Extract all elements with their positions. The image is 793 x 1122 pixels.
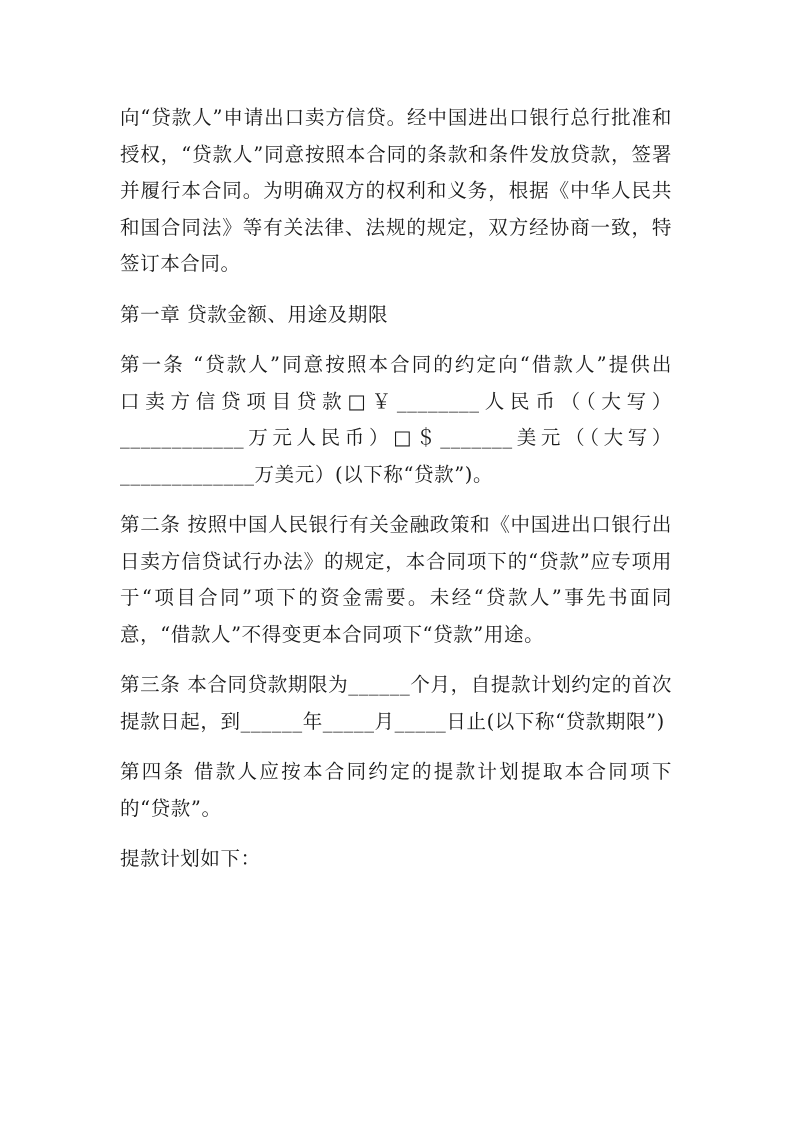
article-1 [120,347,672,493]
chapter-heading: 第一章 贷款金额、用途及期限 [120,302,389,326]
spacer [120,493,672,507]
spacer [120,653,672,667]
intro-paragraph: 向“贷款人”申请出口卖方信贷。经中国进出口银行总行批准和授权，“贷款人”同意按照本合同的条款和条件发放贷款，签署并履行本合同。为明确双方的权利和义务，根据《中华人民共和国合同法》等有关法律、法规的规定，双方经协商一致，特签订本合同。 [120,106,672,275]
plan-heading: 提款计划如下： [120,847,261,870]
article-1-line-1: 第一条 “贷款人”同意按照本合同的约定向“借款人”提供出 [120,353,672,376]
spacer [120,740,672,754]
spacer [120,283,672,297]
article-1-line-2: 口卖方信贷项目贷款□￥________人民币（（大写） [120,389,672,413]
document-page [120,100,672,878]
spacer [120,827,672,841]
article-1-line-3: ____________万元人民币）□＄_______美元（（大写） [120,426,672,449]
article-4: 第四条 借款人应按本合同约定的提款计划提取本合同项下的“贷款”。 [120,760,672,820]
article-1-line-4: _____________万美元）(以下称“贷款”)。 [120,462,494,486]
article-3: 第三条 本合同贷款期限为______个月，自提款计划约定的首次提款日起，到______年_____月_____日止(以下称“贷款期限”) [120,673,672,733]
spacer [120,333,672,347]
article-2: 第二条 按照中国人民银行有关金融政策和《中国进出口银行出日卖方信贷试行办法》的规定，本合同项下的“贷款”应专项用于“项目合同”项下的资金需要。未经“贷款人”事先书面同意，“借款人”不得变更本合同项下“贷款”用途。 [120,513,672,646]
